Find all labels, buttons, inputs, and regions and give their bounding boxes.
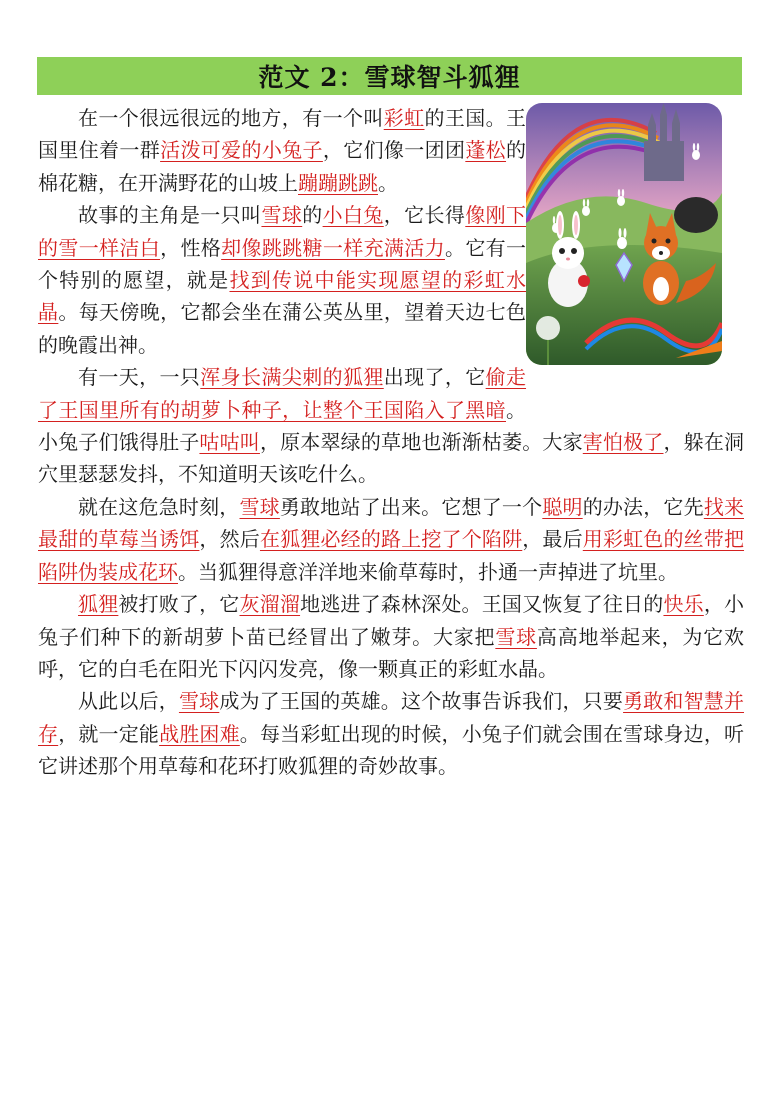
text-run: 出现了，它 xyxy=(383,365,486,390)
text-run: ，最后 xyxy=(522,527,583,552)
highlighted-phrase: 却像跳跳糖一样充满活力 xyxy=(221,235,445,260)
highlighted-phrase: 活泼可爱的小兔子 xyxy=(160,138,323,163)
text-run: 。每天傍晚，它都会坐在蒲公英丛里，望着天边七色的晚霞出神。 xyxy=(38,300,527,357)
highlighted-phrase: 在狐狸必经的路上挖了个陷阱 xyxy=(259,527,523,552)
paragraph-6 xyxy=(38,685,744,782)
highlighted-phrase: 彩虹 xyxy=(383,106,425,130)
highlighted-phrase: 蓬松 xyxy=(465,138,507,163)
highlighted-phrase: 浑身长满尖刺的狐狸 xyxy=(200,365,384,390)
highlighted-phrase: 蹦蹦跳跳 xyxy=(298,170,378,195)
text-run: 高高地举起来，为它欢呼，它的白毛在阳光下闪闪发亮，像一颗真正的彩虹水晶。 xyxy=(38,624,745,681)
text-run: 。 xyxy=(378,170,398,195)
text-run: 。小兔子们饿得肚子 xyxy=(38,397,526,455)
text-run: 的办法，它先 xyxy=(582,494,704,519)
text-run: ，性格 xyxy=(160,235,222,260)
text-run: 地逃进了森林深处。王国又恢复了往日的 xyxy=(300,592,664,617)
text-run: 故事的主角是一只叫 xyxy=(78,203,262,228)
text-run: ，然后 xyxy=(199,527,260,552)
text-run: 。每当彩虹出现的时候，小兔子们就会围在雪球身边，听它讲述那个用草莓和花环打败狐狸的奇妙故事。 xyxy=(38,721,745,779)
highlighted-phrase: 勇敢和智慧并存 xyxy=(38,689,744,746)
text-run: 的 xyxy=(302,203,323,228)
highlighted-phrase: 咕咕叫 xyxy=(199,430,260,455)
highlighted-phrase: 找到传说中能实现愿望的彩虹水晶 xyxy=(38,268,527,325)
highlighted-phrase: 雪球 xyxy=(495,624,537,649)
text-run: ，小兔子们种下的新胡萝卜苗已经冒出了嫩芽。大家把 xyxy=(38,592,744,649)
text-run: ，就一定能 xyxy=(58,721,160,746)
text-run: 。当狐狸得意洋洋地来偷草莓时，扑通一声掉进了坑里。 xyxy=(178,559,678,584)
highlighted-phrase: 雪球 xyxy=(261,203,303,228)
text-run: 成为了王国的英雄。这个故事告诉我们，只要 xyxy=(219,689,624,714)
page-title: 范文 2：雪球智斗狐狸 xyxy=(258,63,521,92)
text-run: 。它有一个特别的愿望，就是 xyxy=(38,235,527,293)
highlighted-phrase: 战胜困难 xyxy=(159,721,240,746)
highlighted-phrase: 灰溜溜 xyxy=(239,592,301,617)
text-run: 勇敢地站了出来。它想了一个 xyxy=(279,494,543,519)
title-banner xyxy=(37,57,742,95)
highlighted-phrase: 小白兔 xyxy=(322,203,384,228)
text-run: ，它长得 xyxy=(383,203,466,228)
story-body xyxy=(38,102,744,783)
highlighted-phrase: 聪明 xyxy=(542,494,583,519)
highlighted-phrase: 找来最甜的草莓当诱饵 xyxy=(38,494,744,552)
highlighted-phrase: 快乐 xyxy=(663,592,704,617)
paragraph-4 xyxy=(38,491,744,588)
highlighted-phrase: 用彩虹色的丝带把陷阱伪装成花环 xyxy=(38,527,745,584)
text-run: ，躲在洞穴里瑟瑟发抖，不知道明天该吃什么。 xyxy=(38,430,745,487)
text-run: 的王国。王国里住着一群 xyxy=(38,106,527,163)
text-run: 有一天，一只 xyxy=(78,365,201,390)
text-run: 就在这危急时刻， xyxy=(78,494,240,519)
text-run: 从此以后， xyxy=(78,689,179,714)
highlighted-phrase: 偷走了王国里所有的胡萝卜种子，让整个王国陷入了黑暗 xyxy=(38,365,527,422)
text-run: 在一个很远很远的地方，有一个叫 xyxy=(78,106,384,130)
highlighted-phrase: 狐狸 xyxy=(78,592,119,617)
highlighted-phrase: 雪球 xyxy=(239,494,280,519)
text-run: ，它们像一团团 xyxy=(322,138,466,163)
text-run: 的棉花糖，在开满野花的山坡上 xyxy=(38,138,527,195)
text-run: 被打败了，它 xyxy=(118,592,240,617)
highlighted-phrase: 害怕极了 xyxy=(582,430,664,455)
highlighted-phrase: 像刚下的雪一样洁白 xyxy=(38,203,527,260)
paragraph-5 xyxy=(38,588,744,685)
text-run: ，原本翠绿的草地也渐渐枯萎。大家 xyxy=(259,430,583,455)
highlighted-phrase: 雪球 xyxy=(178,689,220,714)
illustration-spacer xyxy=(526,102,744,404)
